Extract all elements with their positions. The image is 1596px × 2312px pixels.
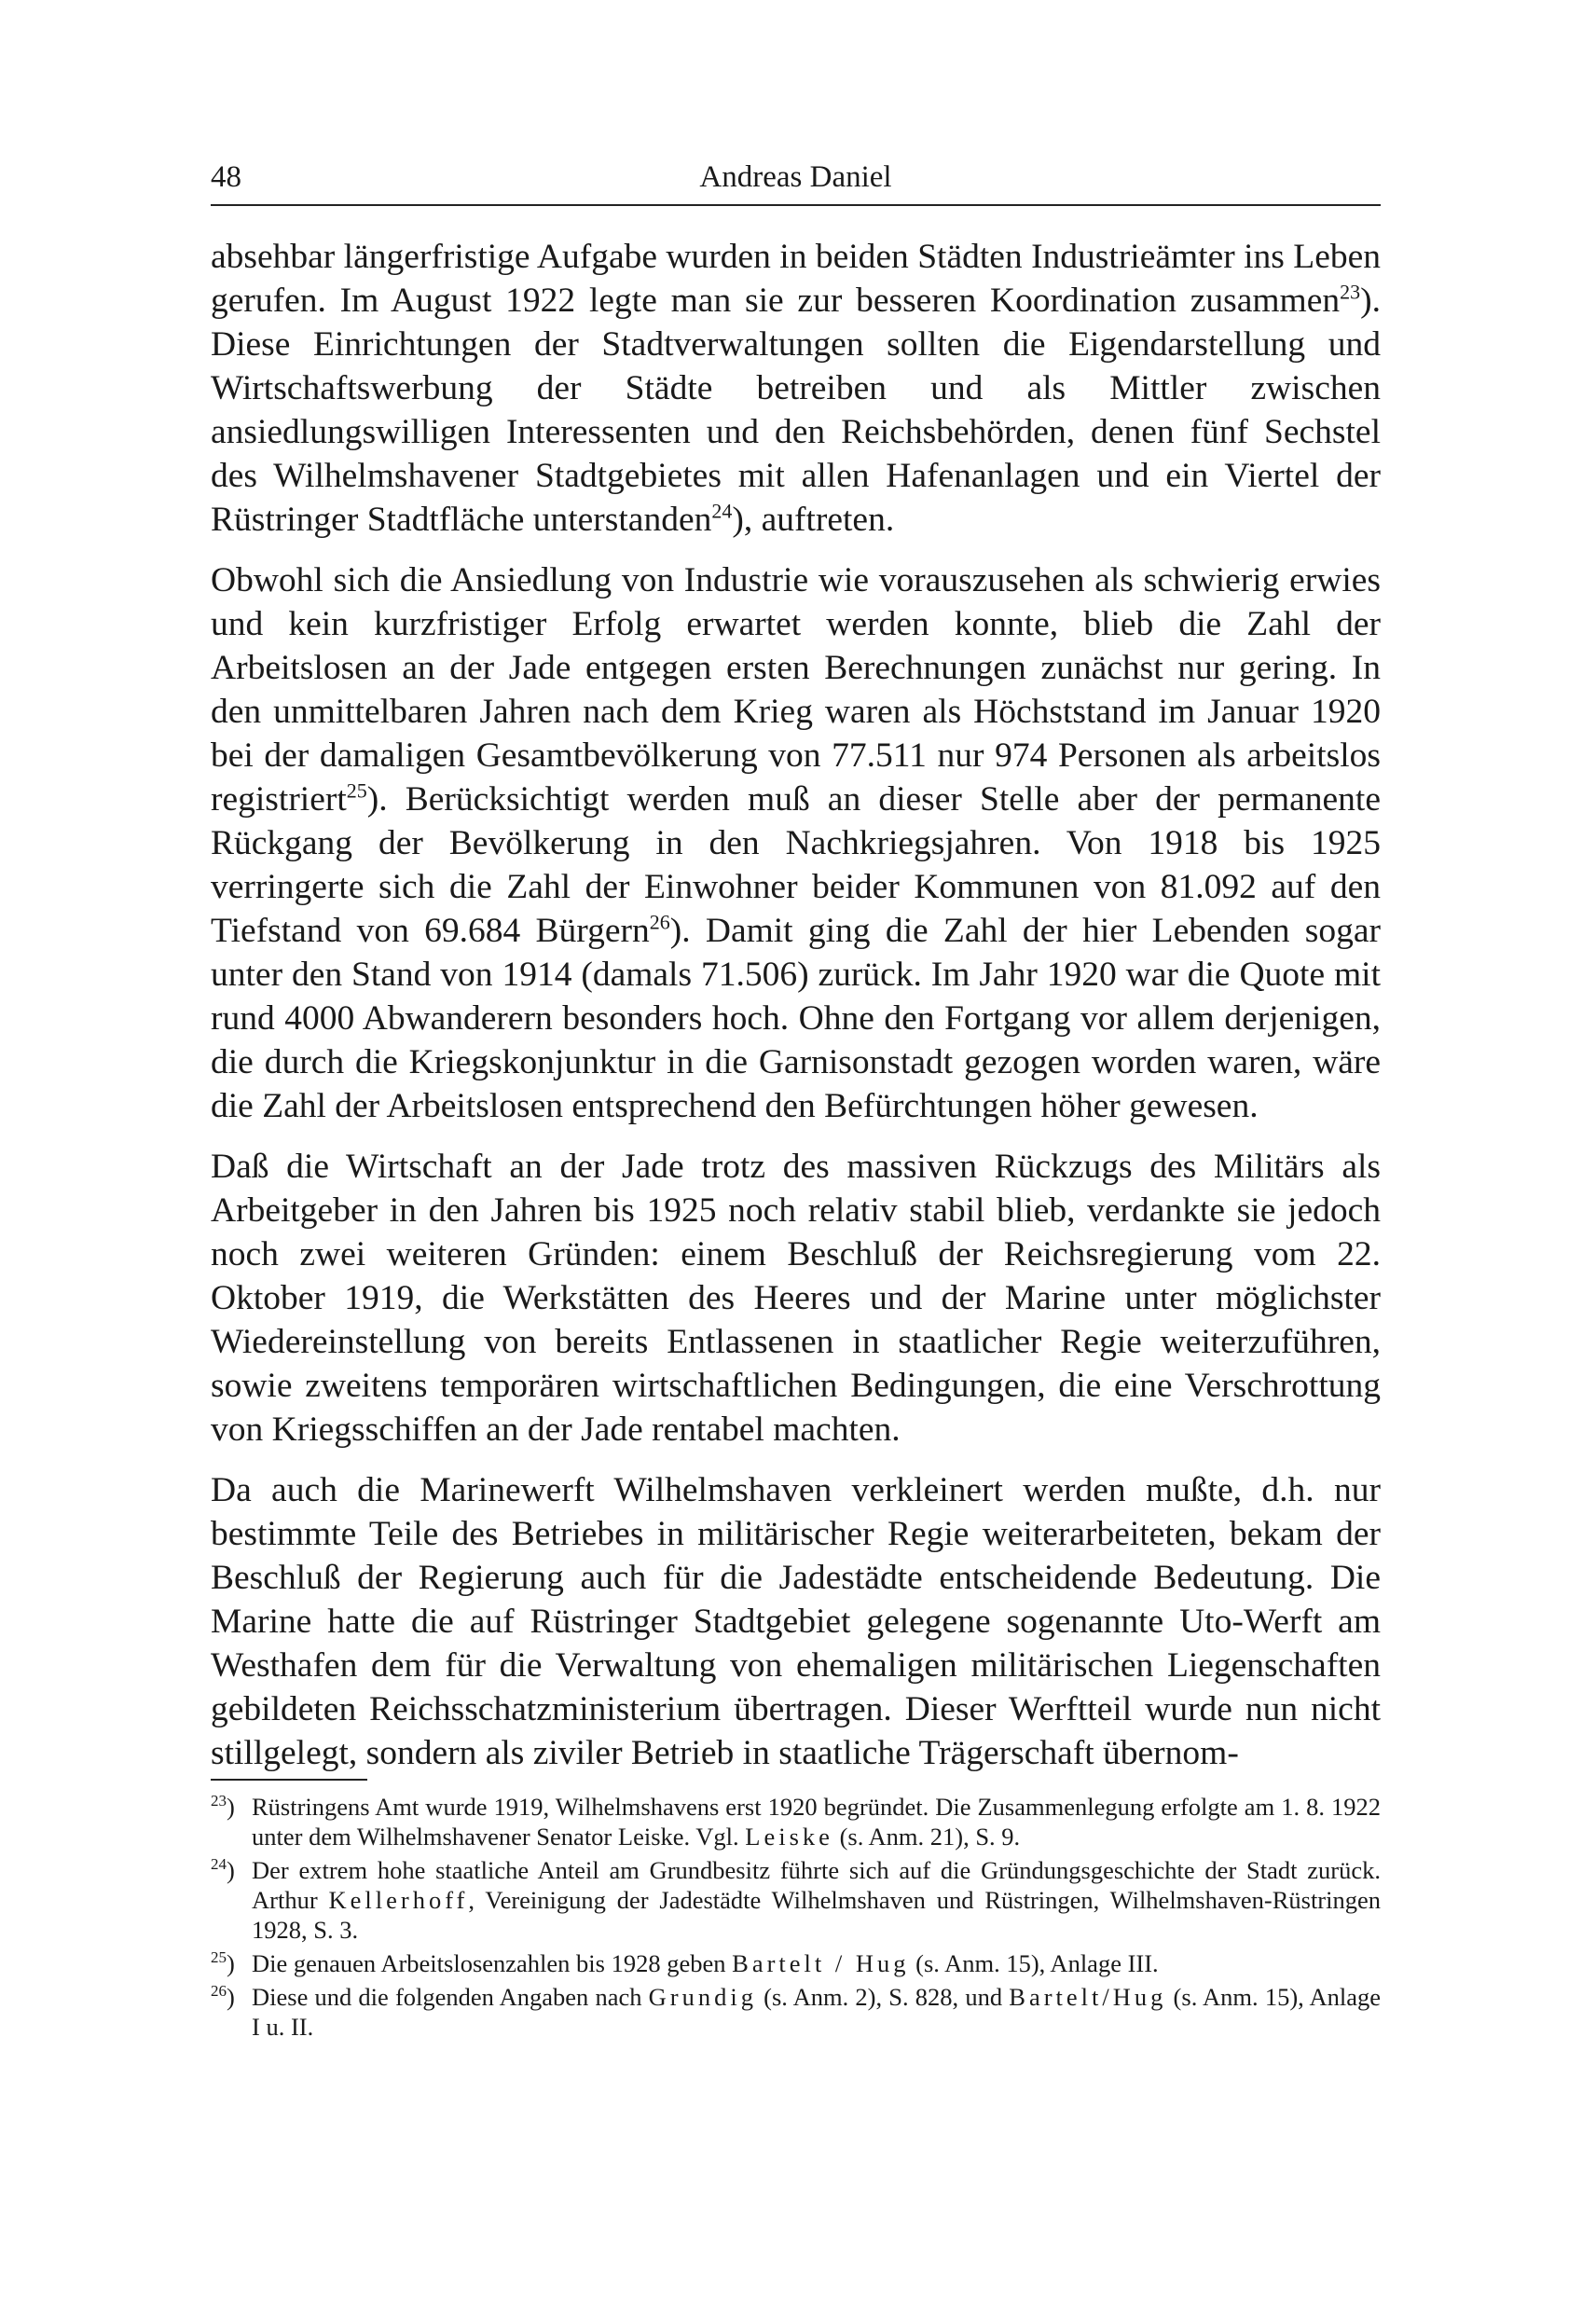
paragraph-2: Obwohl sich die Ansiedlung von Industrie wie vorauszusehen als schwierig erwies und kein kurzfristiger Erfolg erwartet werden konnte, blieb die Zahl der Arbeitslosen an der Jade entgegen ersten Berechnungen zunächst nur gering. In den unmittelbaren Jahren nach dem Krieg waren als Höchststand im Januar 1920 bei der damaligen Gesamtbevölkerung von 77.511 nur 974 Personen als arbeitslos registriert$^{25}$). Berücksichtigt werden muß an dieser Stelle aber der permanente Rückgang der Bevölkerung in den Nachkriegsjahren. Von 1918 bis 1925 verringerte sich die Zahl der Einwohner beider Kommunen von 81.092 auf den Tiefstand von 69.684 Bürgern$^{26}$). Damit ging die Zahl der hier Lebenden sogar unter den Stand von 1914 (damals 71.506) zurück. Im Jahr 1920 war die Quote mit rund 4000 Abwanderern besonders hoch. Ohne den Fortgang vor allem derjenigen, die durch die Kriegskonjunktur in die Garnisonstadt gezogen worden waren, wäre die Zahl der Arbeitslosen entsprechend den Befürchtungen höher gewesen. <box>211 561 1382 1125</box>
author-name: Grundig <box>648 1983 757 2011</box>
author-name: Bartelt / Hug <box>732 1949 910 1977</box>
author-name: Kellerhoff <box>328 1886 469 1914</box>
page-number: 48 <box>211 160 241 194</box>
footnote-26: $^{26}$) Diese und die folgenden Angaben nach Grundig (s. Anm. 2), S. 828, und Bartelt/Hug (s. Anm. 15), Anlage I u. II. <box>211 1982 1381 2041</box>
header-rule <box>211 204 1381 206</box>
footnote-ref-26: 26 <box>649 910 670 934</box>
footnote-25: $^{25}$) Die genauen Arbeitslosenzahlen bis 1928 geben Bartelt / Hug (s. Anm. 15), Anlage III. <box>211 1948 1159 1977</box>
author-name: Leiske <box>745 1823 833 1851</box>
footnote-23: $^{23}$) Rüstringens Amt wurde 1919, Wilhelmshavens erst 1920 begründet. Die Zusammenlegung erfolgte am 1. 8. 1922 unter dem Wilhelmshavener Senator Leiske. Vgl. Leiske (s. Anm. 21), S. 9. <box>211 1792 1381 1851</box>
footnote-24: $^{24}$) Der extrem hohe staatliche Anteil am Grundbesitz führte sich auf die Gründungsgeschichte der Stadt zurück. Arthur Kellerhoff, Vereinigung der Jadestädte Wilhelmshaven und Rüstringen, Wilhelmshaven-Rüstringen 1928, S. 3. <box>211 1855 1382 1944</box>
footnotes <box>211 1792 1381 2045</box>
author-name-2: Bartelt/Hug <box>1009 1983 1167 2011</box>
footnote-ref-23: 23 <box>1340 280 1361 304</box>
paragraph-3: Daß die Wirtschaft an der Jade trotz des massiven Rückzugs des Militärs als Arbeitgeber in den Jahren bis 1925 noch relativ stabil blieb, verdankte sie jedoch noch zwei weiteren Gründen: einem Beschluß der Reichsregierung vom 22. Oktober 1919, die Werkstätten des Heeres und der Marine unter möglichster Wiedereinstellung von bereits Entlassenen in staatlicher Regie weiterzuführen, sowie zweitens temporären wirtschaftlichen Bedingungen, die eine Verschrottung von Kriegsschiffen an der Jade rentabel machten. <box>211 1148 1381 1449</box>
footnote-ref-24: 24 <box>711 499 733 523</box>
footnote-marker: $^{24}$) <box>211 1855 235 1884</box>
body-text <box>211 235 1381 1792</box>
footnote-marker: $^{26}$) <box>211 1982 235 2011</box>
running-title: Andreas Daniel <box>699 160 892 194</box>
paragraph-1: absehbar längerfristige Aufgabe wurden in beiden Städten Industrieämter ins Leben gerufen. Im August 1922 legte man sie zur besseren Koordination zusammen$^{23}$). Diese Einrichtungen der Stadtverwaltungen sollten die Eigendarstellung und Wirtschaftswerbung der Städte betreiben und als Mittler zwischen ansiedlungswilligen Interessenten und den Reichsbehörden, denen fünf Sechstel des Wilhelmshavener Stadtgebietes mit allen Hafenanlagen und ein Viertel der Rüstringer Stadtfläche unterstanden$^{24}$), auftreten. <box>211 238 1381 539</box>
footnote-marker: $^{23}$) <box>211 1792 235 1821</box>
paragraph-4: Da auch die Marinewerft Wilhelmshaven verkleinert werden mußte, d.h. nur bestimmte Teile des Betriebes in militärischer Regie weiterarbeiteten, bekam der Beschluß der Regierung auch für die Jadestädte entscheidende Bedeutung. Die Marine hatte die auf Rüstringer Stadtgebiet gelegene sogenannte Uto-Werft am Westhafen dem für die Verwaltung von ehemaligen militärischen Liegenschaften gebildeten Reichsschatzministerium übertragen. Dieser Werftteil wurde nun nicht stillgelegt, sondern als ziviler Betrieb in staatliche Trägerschaft übernom- <box>211 1471 1381 1772</box>
footnote-ref-25: 25 <box>346 778 367 803</box>
footnote-rule <box>211 1779 367 1781</box>
running-header <box>211 157 1381 198</box>
footnote-marker: $^{25}$) <box>211 1948 235 1977</box>
